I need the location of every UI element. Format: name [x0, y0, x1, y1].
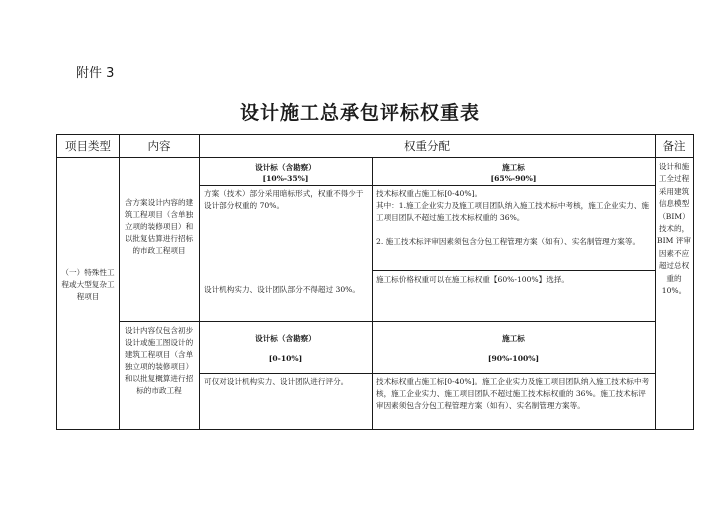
row1-design-text-2: 设计机构实力、设计团队部分不得超过 30%。	[204, 285, 360, 294]
row2-construction-label: 施工标	[502, 334, 525, 343]
project-type-text: （一）特殊性工程或大型复杂工程项目	[61, 268, 115, 301]
row2-construction-range: [90%-100%]	[487, 354, 540, 363]
row1-construction-text-1c: 2. 施工技术标评审因素须包含分包工程管理方案（如有）、实名制管理方案等。	[376, 237, 641, 246]
row1-design-range: [10%-35%]	[262, 174, 309, 183]
remark-text: 设计和施工全过程采用建筑信息模型（BIM）技术的，BIM 评审因素不应超过总权重的 10%。	[657, 162, 691, 296]
col-divider-design	[372, 157, 373, 429]
col-divider-remark	[655, 135, 656, 429]
row1-construction-text-1b: 其中：1.施工企业实力及施工项目团队纳入施工技术标中考核，施工企业实力、施工项目团队不超过施工技术标权重的 36%。	[376, 201, 650, 222]
row2-design-label: 设计标（含勘察）	[255, 334, 316, 343]
document-title: 设计施工总承包评标权重表	[239, 102, 480, 124]
row1-design-text-1: 方案（技术）部分采用暗标形式，权重不得少于设计部分权重的 70%。	[204, 189, 364, 210]
row1-mid-line	[372, 270, 655, 271]
col-divider-type	[119, 135, 120, 429]
weight-table	[56, 134, 694, 430]
row2-design-text: 可仅对设计机构实力、设计团队进行评分。	[204, 377, 349, 386]
header-project-type: 项目类型	[65, 139, 111, 153]
row1-design-label: 设计标（含勘察）	[255, 163, 316, 172]
row1-construction-text-2: 施工标价格权重可以在施工标权重【60%-100%】选择。	[376, 275, 570, 284]
row1-construction-label: 施工标	[502, 163, 525, 172]
attachment-label: 附件 3	[76, 66, 115, 81]
row2-content: 设计内容仅包含初步设计或施工图设计的建筑工程项目（含单独立项的装修项目）和以批复概算进行招标的市政工程	[124, 326, 194, 395]
row2-subheader-line	[199, 373, 655, 374]
row2-construction-text: 技术标权重占施工标[0-40%]。施工企业实力及施工项目团队纳入施工技术标中考核，施工企业实力、施工项目团队不超过施工技术标权重的 36%。施工技术标评审因素须包含分包工程管理方案（如有）、实名制管理方案等。	[376, 377, 650, 410]
row2-design-range: [0-10%]	[268, 354, 303, 363]
header-weight: 权重分配	[404, 139, 450, 153]
row1-construction-range: [65%-90%]	[490, 174, 537, 183]
row-divider	[119, 321, 655, 322]
header-remark: 备注	[662, 139, 686, 153]
row1-construction-text-1a: 技术标权重占施工标[0-40%]。	[376, 189, 483, 198]
header-divider	[57, 157, 693, 158]
row1-subheader-line	[199, 185, 655, 186]
header-content: 内容	[147, 139, 171, 153]
row1-content: 含方案设计内容的建筑工程项目（含单独立项的装修项目）和以批复估算进行招标的市政工程项目	[124, 198, 194, 255]
